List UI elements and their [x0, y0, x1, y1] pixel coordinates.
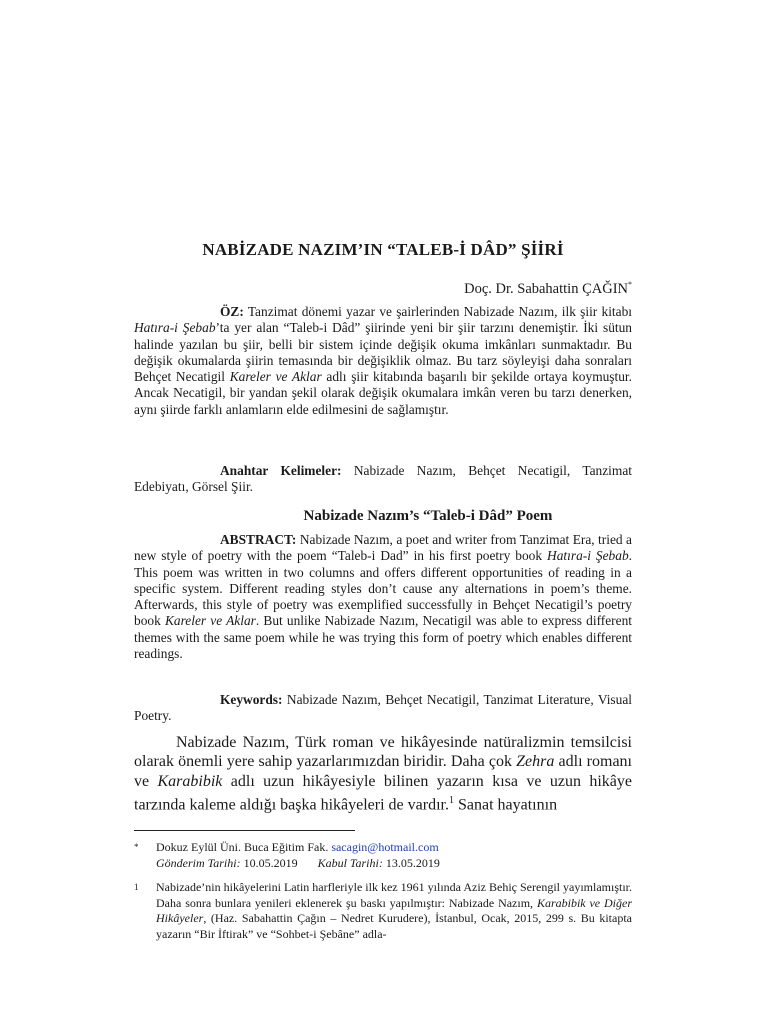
english-keywords — [134, 692, 632, 725]
body-paragraph — [134, 733, 632, 815]
author-line — [464, 280, 632, 298]
dates-line — [156, 856, 632, 872]
english-title: Nabizade Nazım’s “Taleb-i Dâd” Poem — [303, 508, 553, 524]
oz-text: adlı şiir kitabında başarılı bir şekilde ortaya koymuştur. Ancak Necatigil, bir yandan şekil olarak değişik okumalara imkân veren bu tarzı denerken, aynı şiirde farklı anlamların elde edilmesini de sağlamıştır. — [134, 369, 633, 417]
article-title: NABİZADE NAZIM’IN “TALEB-İ DÂD” ŞİİRİ — [202, 240, 564, 259]
anahtar-text: Nabizade Nazım, Behçet Necatigil, Tanzimat Edebiyatı, Görsel Şiir. — [134, 463, 632, 495]
footnote-text: Nabizade’nin hikâyelerini Latin harfleriyle ilk kez 1961 yılında Aziz Behiç Serengil yayımlamıştır. Daha sonra bunlara yenileri eklenerek şu baskı yapılmıştır: Nabizade Nazım, — [156, 880, 632, 910]
english-abstract — [134, 532, 632, 662]
abstract-text: . This poem was written in two columns and offers different opportunities of reading in a specific system. Different reading styles don’t cause any alternations in poem’s theme. Afterwards, this style of poetry was exemplified successfully in Behçet Necatigil’s poetry book — [134, 548, 632, 629]
oz-book-title: Kareler ve Aklar — [229, 369, 322, 385]
footnote-mark: * — [134, 842, 139, 852]
keywords-label: Keywords: — [220, 692, 283, 707]
oz-text: ’ta yer alan “Taleb-i Dâd” şiirinde yeni bir şiir tarzını denemiştir. İki sütun halinde yazılan bu şiir, belli bir sistem içinde değişik okuma imkânları sunmaktadır. Bu değişik okumalarda şiirin temasında bir değişiklik olmaz. Bu tarz söyleyişi daha sonraları Behçet Necatigil — [134, 320, 633, 385]
footnote-divider — [134, 830, 355, 831]
abstract-text: . But unlike Nabizade Nazım, Necatigil was able to express different themes with the same poem while he was trying this form of poetry which enables different readings. — [134, 613, 633, 662]
abstract-label: ABSTRACT: — [220, 532, 297, 547]
body-text: adlı romanı ve — [134, 753, 632, 790]
footnote-1 — [134, 880, 632, 942]
email-link[interactable]: sacagin@hotmail.com — [331, 840, 439, 854]
sent-label: Gönderim Tarihi: — [156, 855, 241, 870]
accept-date: 13.05.2019 — [382, 855, 440, 870]
turkish-keywords — [134, 463, 632, 496]
footnote-text: , (Haz. Sabahattin Çağın – Nedret Kurudere), İstanbul, Ocak, 2015, 299 s. Bu kitapta yazarın “Bir İftirak” ve “Sohbet-i Şebâne” adla- — [156, 911, 632, 941]
turkish-abstract — [134, 304, 632, 418]
footnote-ref[interactable]: 1 — [448, 794, 454, 806]
oz-book-title: Hatıra-i Şebab — [134, 320, 216, 336]
oz-text: Tanzimat dönemi yazar ve şairlerinden Nabizade Nazım, ilk şiir kitabı — [243, 304, 632, 319]
footnote-author — [134, 840, 632, 871]
footnote-mark: 1 — [134, 882, 139, 892]
author-footnote-mark: * — [628, 280, 632, 289]
body-text: Nabizade Nazım, Türk roman ve hikâyesinde natüralizmin temsilcisi olarak önemli yere sahip yazarlarımızdan biridir. Daha çok — [134, 734, 632, 771]
keywords-text: Nabizade Nazım, Behçet Necatigil, Tanzimat Literature, Visual Poetry. — [134, 692, 632, 724]
abstract-book-title: Hatıra-i Şebab — [547, 548, 629, 564]
accept-label: Kabul Tarihi: — [317, 855, 383, 870]
body-text: adlı uzun hikâyesiyle bilinen yazarın kısa ve uzun hikâye tarzında kaleme aldığı başka hikâyeleri de vardır. — [134, 772, 632, 814]
body-work-title: Zehra — [516, 753, 555, 771]
abstract-book-title: Kareler ve Aklar — [164, 613, 256, 629]
author-name: Doç. Dr. Sabahattin ÇAĞIN — [464, 280, 628, 297]
anahtar-label: Anahtar Kelimeler: — [220, 463, 342, 478]
footnote-book-title: Karabibik ve Diğer Hikâyeler — [156, 895, 632, 925]
oz-label: ÖZ: — [220, 304, 244, 319]
body-text: Sanat hayatının — [453, 796, 558, 814]
body-work-title: Karabibik — [157, 772, 223, 790]
sent-date: 10.05.2019 — [240, 855, 298, 870]
abstract-text: Nabizade Nazım, a poet and writer from Tanzimat Era, tried a new style of poetry with the poem “Taleb-i Dad” in his first poetry book — [134, 532, 632, 564]
affiliation: Dokuz Eylül Üni. Buca Eğitim Fak. — [156, 840, 332, 854]
